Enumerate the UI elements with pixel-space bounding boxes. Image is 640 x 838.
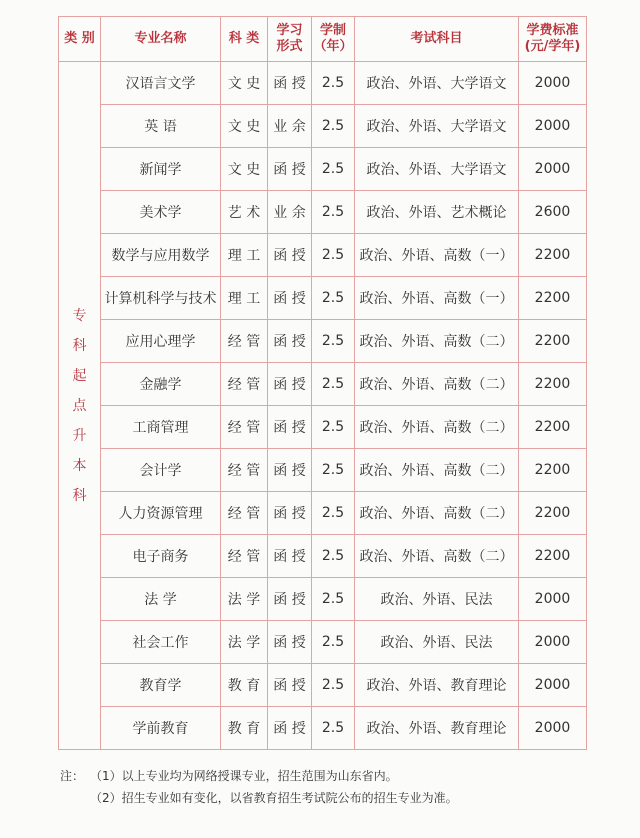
category-char: 起 [72, 367, 87, 384]
subject-type-cell: 经 管 [221, 320, 268, 363]
subject-type-cell: 教 育 [221, 707, 268, 750]
footnote-line [60, 765, 620, 787]
fee-cell: 2000 [519, 62, 587, 105]
table-row [59, 363, 587, 406]
exam-subjects-cell: 政治、外语、大学语文 [355, 148, 519, 191]
fee-cell: 2200 [519, 320, 587, 363]
header-study-form [268, 17, 312, 62]
header-study-form-line1: 学习 [276, 23, 303, 38]
exam-subjects-cell: 政治、外语、教育理论 [355, 664, 519, 707]
table-row [59, 277, 587, 320]
subject-type-cell: 经 管 [221, 449, 268, 492]
table-header-row [59, 17, 587, 62]
duration-cell: 2.5 [312, 535, 355, 578]
subject-type-cell: 文 史 [221, 105, 268, 148]
major-cell: 学前教育 [101, 707, 221, 750]
subject-type-cell: 教 育 [221, 664, 268, 707]
fee-cell: 2000 [519, 621, 587, 664]
table-row [59, 621, 587, 664]
study-form-cell: 函 授 [268, 578, 312, 621]
study-form-cell: 函 授 [268, 320, 312, 363]
fee-cell: 2000 [519, 148, 587, 191]
category-char: 科 [72, 487, 87, 504]
table-row [59, 535, 587, 578]
duration-cell: 2.5 [312, 707, 355, 750]
major-cell: 人力资源管理 [101, 492, 221, 535]
study-form-cell: 业 余 [268, 191, 312, 234]
table-row [59, 578, 587, 621]
footnote-line [60, 787, 620, 809]
fee-cell: 2200 [519, 406, 587, 449]
duration-cell: 2.5 [312, 621, 355, 664]
fee-cell: 2200 [519, 277, 587, 320]
study-form-cell: 函 授 [268, 277, 312, 320]
duration-cell: 2.5 [312, 191, 355, 234]
table-row [59, 148, 587, 191]
major-cell: 新闻学 [101, 148, 221, 191]
fee-cell: 2600 [519, 191, 587, 234]
exam-subjects-cell: 政治、外语、高数（二） [355, 363, 519, 406]
footnote-prefix: 注： [60, 769, 85, 783]
duration-cell: 2.5 [312, 578, 355, 621]
major-cell: 美术学 [101, 191, 221, 234]
category-char: 专 [72, 307, 87, 324]
duration-cell: 2.5 [312, 664, 355, 707]
study-form-cell: 函 授 [268, 535, 312, 578]
subject-type-cell: 经 管 [221, 406, 268, 449]
exam-subjects-cell: 政治、外语、高数（二） [355, 406, 519, 449]
major-cell: 英 语 [101, 105, 221, 148]
duration-cell: 2.5 [312, 406, 355, 449]
table-row [59, 234, 587, 277]
subject-type-cell: 法 学 [221, 578, 268, 621]
duration-cell: 2.5 [312, 320, 355, 363]
major-cell: 数学与应用数学 [101, 234, 221, 277]
subject-type-cell: 理 工 [221, 234, 268, 277]
study-form-cell: 函 授 [268, 664, 312, 707]
header-major: 专业名称 [101, 17, 221, 62]
duration-cell: 2.5 [312, 148, 355, 191]
study-form-cell: 业 余 [268, 105, 312, 148]
study-form-cell: 函 授 [268, 449, 312, 492]
table-body [59, 62, 587, 750]
header-fee-line2: (元/学年) [524, 39, 581, 54]
major-cell: 会计学 [101, 449, 221, 492]
subject-type-cell: 经 管 [221, 535, 268, 578]
subject-type-cell: 文 史 [221, 62, 268, 105]
fee-cell: 2000 [519, 707, 587, 750]
table-row [59, 492, 587, 535]
fee-cell: 2200 [519, 363, 587, 406]
exam-subjects-cell: 政治、外语、高数（一） [355, 234, 519, 277]
fee-cell: 2200 [519, 492, 587, 535]
subject-type-cell: 文 史 [221, 148, 268, 191]
major-cell: 计算机科学与技术 [101, 277, 221, 320]
exam-subjects-cell: 政治、外语、高数（二） [355, 320, 519, 363]
exam-subjects-cell: 政治、外语、大学语文 [355, 105, 519, 148]
fee-cell: 2000 [519, 664, 587, 707]
study-form-cell: 函 授 [268, 234, 312, 277]
fee-cell: 2200 [519, 449, 587, 492]
category-char: 科 [72, 337, 87, 354]
duration-cell: 2.5 [312, 492, 355, 535]
study-form-cell: 函 授 [268, 406, 312, 449]
exam-subjects-cell: 政治、外语、教育理论 [355, 707, 519, 750]
subject-type-cell: 经 管 [221, 363, 268, 406]
study-form-cell: 函 授 [268, 62, 312, 105]
header-exam-subjects: 考试科目 [355, 17, 519, 62]
study-form-cell: 函 授 [268, 492, 312, 535]
category-char: 本 [72, 457, 87, 474]
table-row [59, 191, 587, 234]
table-row [59, 406, 587, 449]
major-cell: 应用心理学 [101, 320, 221, 363]
header-duration-line1: 学制 [319, 23, 346, 38]
exam-subjects-cell: 政治、外语、民法 [355, 578, 519, 621]
duration-cell: 2.5 [312, 277, 355, 320]
exam-subjects-cell: 政治、外语、高数（二） [355, 535, 519, 578]
header-fee [519, 17, 587, 62]
exam-subjects-cell: 政治、外语、高数（一） [355, 277, 519, 320]
duration-cell: 2.5 [312, 234, 355, 277]
major-cell: 法 学 [101, 578, 221, 621]
header-category: 类 别 [59, 17, 101, 62]
table-row [59, 105, 587, 148]
category-char: 点 [72, 397, 87, 414]
majors-table [58, 16, 587, 750]
major-cell: 电子商务 [101, 535, 221, 578]
exam-subjects-cell: 政治、外语、大学语文 [355, 62, 519, 105]
category-char: 升 [72, 427, 87, 444]
fee-cell: 2200 [519, 535, 587, 578]
exam-subjects-cell: 政治、外语、高数（二） [355, 492, 519, 535]
major-cell: 社会工作 [101, 621, 221, 664]
fee-cell: 2200 [519, 234, 587, 277]
header-subject-type: 科 类 [221, 17, 268, 62]
subject-type-cell: 法 学 [221, 621, 268, 664]
study-form-cell: 函 授 [268, 363, 312, 406]
table-row [59, 320, 587, 363]
study-form-cell: 函 授 [268, 148, 312, 191]
exam-subjects-cell: 政治、外语、艺术概论 [355, 191, 519, 234]
study-form-cell: 函 授 [268, 707, 312, 750]
footnotes [60, 765, 620, 809]
footnote-text: （1）以上专业均为网络授课专业，招生范围为山东省内。 [90, 769, 398, 783]
duration-cell: 2.5 [312, 449, 355, 492]
table-row [59, 449, 587, 492]
duration-cell: 2.5 [312, 363, 355, 406]
header-duration-line2: （年） [313, 39, 353, 54]
major-cell: 汉语言文学 [101, 62, 221, 105]
major-cell: 工商管理 [101, 406, 221, 449]
table-row [59, 707, 587, 750]
major-cell: 教育学 [101, 664, 221, 707]
header-duration [312, 17, 355, 62]
table-row [59, 62, 587, 105]
duration-cell: 2.5 [312, 62, 355, 105]
header-study-form-line2: 形式 [276, 39, 303, 54]
subject-type-cell: 艺 术 [221, 191, 268, 234]
exam-subjects-cell: 政治、外语、民法 [355, 621, 519, 664]
major-cell: 金融学 [101, 363, 221, 406]
fee-cell: 2000 [519, 578, 587, 621]
header-fee-line1: 学费标准 [526, 23, 579, 38]
fee-cell: 2000 [519, 105, 587, 148]
footnote-text: （2）招生专业如有变化，以省教育招生考试院公布的招生专业为准。 [90, 791, 458, 805]
subject-type-cell: 经 管 [221, 492, 268, 535]
exam-subjects-cell: 政治、外语、高数（二） [355, 449, 519, 492]
subject-type-cell: 理 工 [221, 277, 268, 320]
duration-cell: 2.5 [312, 105, 355, 148]
study-form-cell: 函 授 [268, 621, 312, 664]
category-cell [59, 62, 101, 750]
table-row [59, 664, 587, 707]
